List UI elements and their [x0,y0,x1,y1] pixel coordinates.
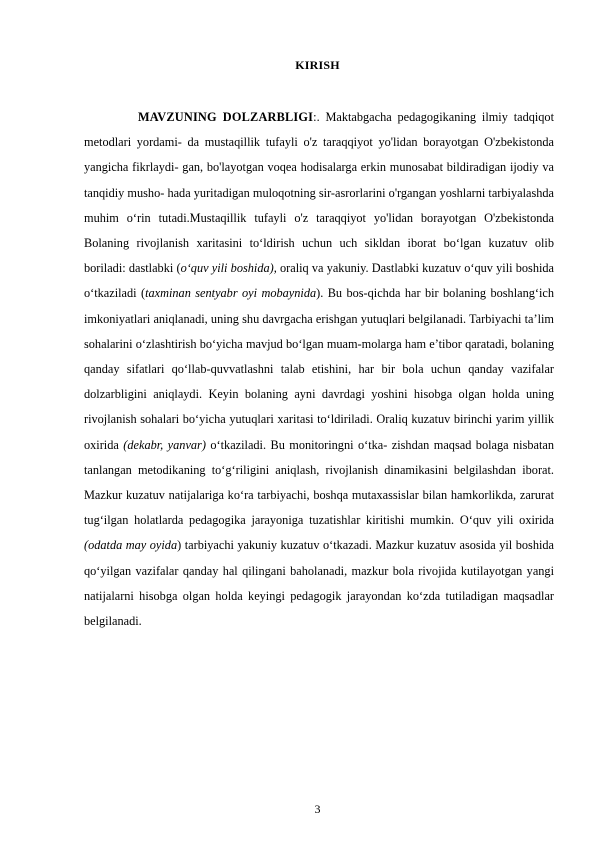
body-paragraph [84,105,554,634]
paragraph-italic-1: o‘quv yili boshida), [180,261,277,276]
section-lead-heading: MAVZUNING DOLZARBLIGI [138,110,314,124]
paragraph-text-5: ) tarbiyachi yakuniy kuzatuv o‘tkazadi. Mazkur kuzatuv asosida yil boshida qo‘yilgan vazifalar qanday hal qilingani baholanadi, mazkur bola rivojida kutilayotgan yangi natijalarni hisobga olgan holda keyingi pedagogik jarayondan ko‘zda tutiladigan maqsadlar belgilanadi. [84,538,554,629]
page-title: KIRISH [295,58,340,72]
paragraph-italic-2: taxminan sentyabr oyi mobaynida [145,286,317,301]
paragraph-text-3: ). Bu bos-qichda har bir bolaning boshlang‘ich imkoniyatlari aniqlanadi, uning shu davrgacha erishgan yutuqlari belgilanadi. Tarbiyachi ta’lim sohalarini o‘zlashtirish bo‘yicha mavjud bo‘lgan muam-molarga ham e’tibor qaratadi, bolaning qanday sifatlari qo‘llab-quvvatlashni talab etishini, har bir bola uchun qanday vazifalar dolzarbligini aniqlaydi. Keyin bolaning ayni davrdagi yoshini hisobga olgan holda uning rivojlanish sohalari bo‘yicha yutuqlari xaritasi to‘ldiriladi. Oraliq kuzatuv birinchi yarim yillik oxirida [84,286,554,452]
paragraph-italic-4: (odatda may oyida [84,538,178,553]
paragraph-text-4: o‘tkaziladi. Bu monitoringni o‘tka- zishdan maqsad bolaga nisbatan tanlangan metodikaning to‘g‘riligini aniqlash, rivojlanish dinamikasini belgilashdan iborat. Mazkur kuzatuv natijalariga ko‘ra tarbiyachi, boshqa mutaxassislar bilan hamkorlikda, zarurat tug‘ilgan holatlarda pedagogika jarayoniga tuzatishlar kiritishi mumkin. O‘quv yili oxirida [84,437,554,528]
paragraph-italic-3: (dekabr, yanvar) [123,437,206,452]
page-number: 3 [314,802,321,816]
paragraph-text-1: :. Maktabgacha pedagogikaning ilmiy tadqiqot metodlari yordami- da mustaqillik tufayli o'z taraqqiyot yo'lidan borayotgan O'zbekistonda yangicha fikrlaydi- gan, bo'layotgan voqea hodisalarga erkin munosabat bildiradigan ijodiy va tanqidiy musho- hada yuritadigan muloqotning sir-asrorlarini o'rgangan yoshlarni tarbiyalashda muhim o‘rin tutadi.Mustaqillik tufayli o'z taraqqiyot yo'lidan borayotgan O'zbekistonda Bolaning rivojlanish xaritasini to‘ldirish uchun uch sikldan iborat bo‘lgan kuzatuv olib boriladi: dastlabki ( [84,110,554,276]
paragraph-text-2: oraliq va yakuniy. Dastlabki kuzatuv o‘quv yili boshida o‘tkaziladi ( [84,261,554,301]
